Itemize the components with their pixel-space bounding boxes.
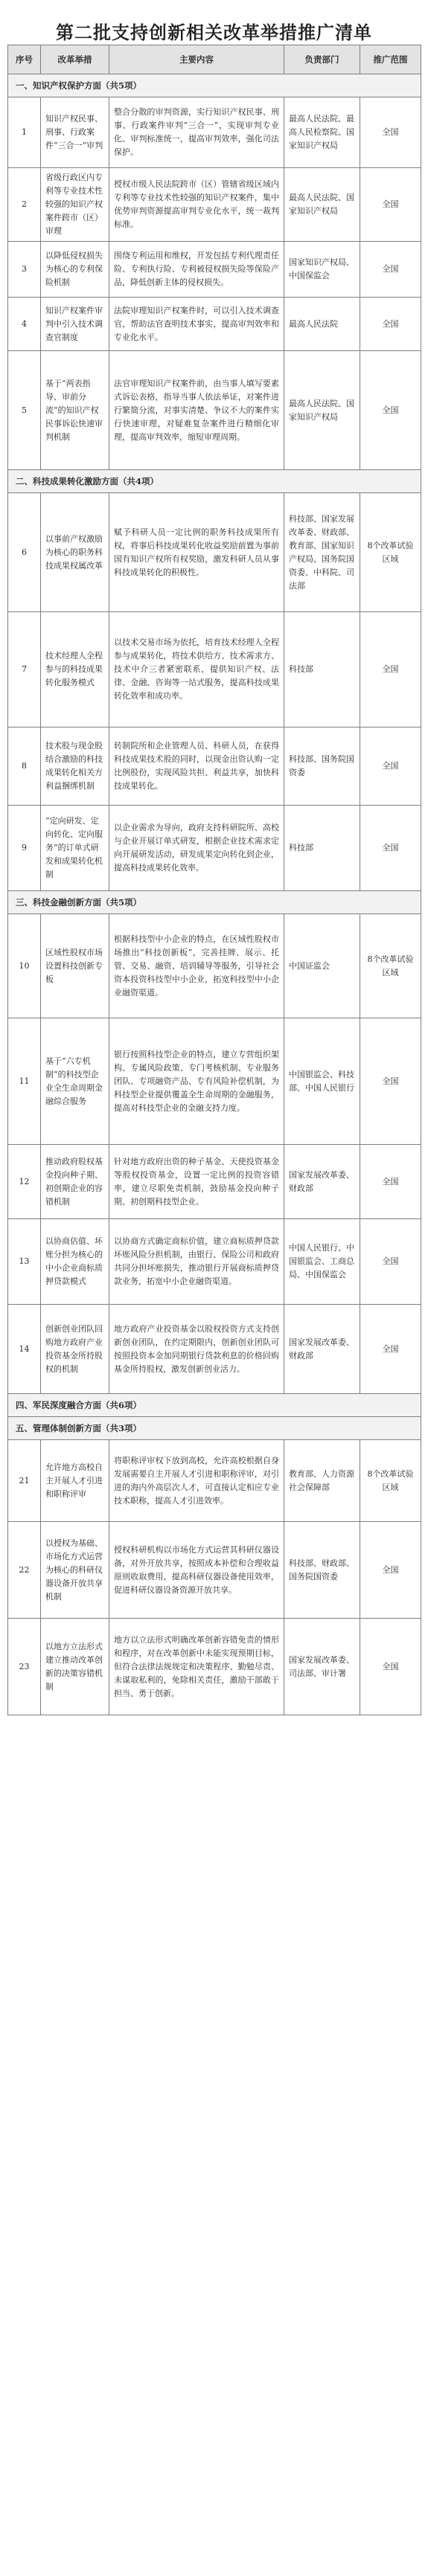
row-measure: 基于“六专机制”的科技型企业全生命周期金融综合服务 xyxy=(41,1018,109,1145)
row-scope: 全国 xyxy=(360,1305,421,1394)
table-row xyxy=(8,1522,421,1619)
row-measure: 省级行政区内专利等专业技术性较强的知识产权案件跨市（区）审理 xyxy=(41,168,109,242)
row-scope: 全国 xyxy=(360,1018,421,1145)
row-department: 中国人民银行、中国银监会、工商总局、中国保监会 xyxy=(284,1219,360,1305)
row-department: 最高人民法院、最高人民检察院、国家知识产权局 xyxy=(284,97,360,168)
table-row xyxy=(8,1619,421,1715)
row-content: 以技术交易市场为依托，培育技术经理人全程参与成果转化，将技术供给方、技术需求方、技术中介三者紧密联系，提供知识产权、法律、金融、咨询等一站式服务，提高科技成果转化效率和成功率。 xyxy=(109,612,284,727)
row-content: 授权科研机构以市场化方式运营其科研仪器设备，对外开放共享，按照成本补偿和合理收益原则收取费用，提高科研仪器设备使用效率，促进科研仪器设备资源开放共享。 xyxy=(109,1522,284,1619)
row-scope: 全国 xyxy=(360,351,421,470)
row-scope: 8个改革试验区域 xyxy=(360,1440,421,1522)
row-measure: 推动政府股权基金投向种子期、初创期企业的容错机制 xyxy=(41,1145,109,1219)
header-measure: 改革举措 xyxy=(41,45,109,74)
row-content: 转制院所和企业管理人员、科研人员，在获得科技成果技术股的同时，以现金出资认购一定比例股份，实现风险共担、利益共享，加快科技成果转化。 xyxy=(109,727,284,806)
row-department: 国家发展改革委、财政部 xyxy=(284,1305,360,1394)
row-number: 7 xyxy=(8,612,41,727)
table-row xyxy=(8,914,421,1018)
section-heading: 一、知识产权保护方面（共5项） xyxy=(8,74,421,97)
section-heading-row xyxy=(8,891,421,914)
row-department: 最高人民法院、国家知识产权局 xyxy=(284,351,360,470)
row-scope: 全国 xyxy=(360,97,421,168)
table-row xyxy=(8,1145,421,1219)
row-number: 6 xyxy=(8,493,41,612)
section-heading: 五、管理体制创新方面（共3项） xyxy=(8,1417,421,1440)
row-department: 科技部 xyxy=(284,612,360,727)
row-measure: 技术股与现金股结合激励的科技成果转化相关方利益捆绑机制 xyxy=(41,727,109,806)
reform-table xyxy=(7,45,421,1715)
row-measure: 知识产权案件审判中引入技术调查官制度 xyxy=(41,298,109,351)
row-number: 5 xyxy=(8,351,41,470)
row-number: 3 xyxy=(8,242,41,298)
row-number: 1 xyxy=(8,97,41,168)
section-heading-row xyxy=(8,1394,421,1417)
table-row xyxy=(8,1018,421,1145)
row-number: 9 xyxy=(8,806,41,891)
row-department: 科技部、国家发展改革委、财政部、教育部、国家知识产权局、国务院国资委、中科院、司法部 xyxy=(284,493,360,612)
row-number: 8 xyxy=(8,727,41,806)
row-content: 以企业需求为导向，政府支持科研院所、高校与企业开展订单式研发，根据企业技术需求定向开展研发活动，研发成果定向转化到企业，提高科技成果转化效率。 xyxy=(109,806,284,891)
table-row xyxy=(8,727,421,806)
section-heading: 二、科技成果转化激励方面（共4项） xyxy=(8,470,421,493)
table-row xyxy=(8,1305,421,1394)
header-scope: 推广范围 xyxy=(360,45,421,74)
table-row xyxy=(8,493,421,612)
section-heading: 三、科技金融创新方面（共5项） xyxy=(8,891,421,914)
document-title: 第二批支持创新相关改革举措推广清单 xyxy=(56,22,372,43)
row-department: 科技部、国务院国资委 xyxy=(284,727,360,806)
row-scope: 全国 xyxy=(360,1522,421,1619)
table-row xyxy=(8,1219,421,1305)
table-row xyxy=(8,298,421,351)
table-body xyxy=(8,74,421,1715)
row-scope: 8个改革试验区域 xyxy=(360,914,421,1018)
row-content: 地方以立法形式明确改革创新容错免责的情形和程序，对在改革创新中未能实现预期目标，但符合法律法规规定和决策程序、勤勉尽责、未谋取私利的，免除相关责任，激励干部敢于担当、勇于创新。 xyxy=(109,1619,284,1715)
table-header-row xyxy=(8,45,421,74)
row-number: 23 xyxy=(8,1619,41,1715)
table-row xyxy=(8,806,421,891)
row-number: 22 xyxy=(8,1522,41,1619)
row-number: 14 xyxy=(8,1305,41,1394)
row-department: 中国银监会、科技部、中国人民银行 xyxy=(284,1018,360,1145)
table-row xyxy=(8,242,421,298)
header-dept: 负责部门 xyxy=(284,45,360,74)
row-content: 根据科技型中小企业的特点，在区域性股权市场推出“科技创新板”，完善挂牌、展示、托管、交易、融资、培训辅导等服务，引导社会资本投资科技型中小企业，拓宽科技型中小企业融资渠道。 xyxy=(109,914,284,1018)
section-heading: 四、军民深度融合方面（共6项） xyxy=(8,1394,421,1417)
row-department: 最高人民法院、国家知识产权局 xyxy=(284,168,360,242)
row-measure: 技术经理人全程参与的科技成果转化服务模式 xyxy=(41,612,109,727)
table-row xyxy=(8,1440,421,1522)
section-heading-row xyxy=(8,470,421,493)
row-scope: 全国 xyxy=(360,242,421,298)
row-scope: 8个改革试验区域 xyxy=(360,493,421,612)
row-content: 授权市级人民法院跨市（区）管辖省级区域内专利等专业技术性较强的知识产权案件，集中优势审判资源提高审判专业化水平，统一裁判标准。 xyxy=(109,168,284,242)
row-content: 法院审理知识产权案件时，可以引入技术调查官，帮助法官查明技术事实，提高审判效率和专业化水平。 xyxy=(109,298,284,351)
row-content: 针对地方政府出资的种子基金、天使投资基金等股权投资基金，设置一定比例的投资容错率，建立尽职免责机制，鼓励基金投向种子期、初创期科技型企业。 xyxy=(109,1145,284,1219)
row-content: 地方政府产业投资基金以股权投资方式支持创新创业团队，在约定期限内，创新创业团队可按照投资本金加同期银行贷款利息的价格回购基金所持股权，激发创新创业活力。 xyxy=(109,1305,284,1394)
row-content: 围绕专利运用和维权，开发包括专利代理责任险、专利执行险、专利被侵权损失险等保险产品，降低创新主体的侵权损失。 xyxy=(109,242,284,298)
row-measure: “定向研发、定向转化、定向服务”的订单式研发和成果转化机制 xyxy=(41,806,109,891)
row-scope: 全国 xyxy=(360,1619,421,1715)
row-department: 科技部、财政部、国务院国资委 xyxy=(284,1522,360,1619)
row-scope: 全国 xyxy=(360,1145,421,1219)
row-scope: 全国 xyxy=(360,612,421,727)
row-measure: 知识产权民事、刑事、行政案件“三合一”审判 xyxy=(41,97,109,168)
row-number: 10 xyxy=(8,914,41,1018)
row-department: 国家知识产权局、中国保监会 xyxy=(284,242,360,298)
table-row xyxy=(8,168,421,242)
row-measure: 以事前产权激励为核心的职务科技成果权属改革 xyxy=(41,493,109,612)
row-scope: 全国 xyxy=(360,168,421,242)
row-content: 将职称评审权下放到高校，允许高校根据自身发展需要自主开展人才引进和职称评审，对引进的海内外高层次人才，可直接认定相应专业技术职称，提高人才引进效率。 xyxy=(109,1440,284,1522)
row-measure: 允许地方高校自主开展人才引进和职称评审 xyxy=(41,1440,109,1522)
row-department: 科技部 xyxy=(284,806,360,891)
row-content: 银行按照科技型企业的特点，建立专营组织架构、专属风险政策、专门考核机制、专业服务团队、专项融资产品、专有风险补偿机制，为科技型企业提供覆盖全生命周期的金融服务，提高对科技型企业的金融支持力度。 xyxy=(109,1018,284,1145)
row-department: 中国证监会 xyxy=(284,914,360,1018)
row-measure: 创新创业团队回购地方政府产业投资基金所持股权的机制 xyxy=(41,1305,109,1394)
row-measure: 区域性股权市场设置科技创新专板 xyxy=(41,914,109,1018)
row-department: 教育部、人力资源社会保障部 xyxy=(284,1440,360,1522)
row-measure: 以地方立法形式建立推动改革创新的决策容错机制 xyxy=(41,1619,109,1715)
row-number: 21 xyxy=(8,1440,41,1522)
section-heading-row xyxy=(8,74,421,97)
row-measure: 以降低侵权损失为核心的专利保险机制 xyxy=(41,242,109,298)
table-row xyxy=(8,351,421,470)
row-content: 以协商方式确定商标价值，建立商标质押贷款坏账风险分担机制，由银行、保险公司和政府共同分担坏账损失，推动银行开展商标质押贷款业务，拓宽中小企业融资渠道。 xyxy=(109,1219,284,1305)
table-row xyxy=(8,612,421,727)
header-content: 主要内容 xyxy=(109,45,284,74)
row-measure: 以协商估值、坏账分担为核心的中小企业商标质押贷款模式 xyxy=(41,1219,109,1305)
row-content: 法官审理知识产权案件前，由当事人填写要素式诉讼表格，指导当事人依法举证，对案件进行繁简分流，对事实清楚、争议不大的案件实行快速审理，对疑难复杂案件进行精细化审理，提高审判效率，缩短审理周期。 xyxy=(109,351,284,470)
header-no: 序号 xyxy=(8,45,41,74)
row-department: 最高人民法院 xyxy=(284,298,360,351)
row-content: 整合分散的审判资源，实行知识产权民事、刑事、行政案件审判“三合一”，实现审判专业化、审判标准统一，提高审判效率，强化司法保护。 xyxy=(109,97,284,168)
section-heading-row xyxy=(8,1417,421,1440)
row-scope: 全国 xyxy=(360,1219,421,1305)
row-number: 13 xyxy=(8,1219,41,1305)
row-number: 12 xyxy=(8,1145,41,1219)
row-number: 4 xyxy=(8,298,41,351)
row-scope: 全国 xyxy=(360,727,421,806)
row-scope: 全国 xyxy=(360,806,421,891)
row-number: 11 xyxy=(8,1018,41,1145)
row-scope: 全国 xyxy=(360,298,421,351)
table-row xyxy=(8,97,421,168)
row-number: 2 xyxy=(8,168,41,242)
row-measure: 以授权为基础、市场化方式运营为核心的科研仪器设备开放共享机制 xyxy=(41,1522,109,1619)
row-measure: 基于“两表指导、审前分流”的知识产权民事诉讼快速审判机制 xyxy=(41,351,109,470)
row-department: 国家发展改革委、司法部、审计署 xyxy=(284,1619,360,1715)
row-department: 国家发展改革委、财政部 xyxy=(284,1145,360,1219)
row-content: 赋予科研人员一定比例的职务科技成果所有权，将事后科技成果转化收益奖励前置为事前国有知识产权所有权奖励，激发科研人员从事科技成果转化的积极性。 xyxy=(109,493,284,612)
